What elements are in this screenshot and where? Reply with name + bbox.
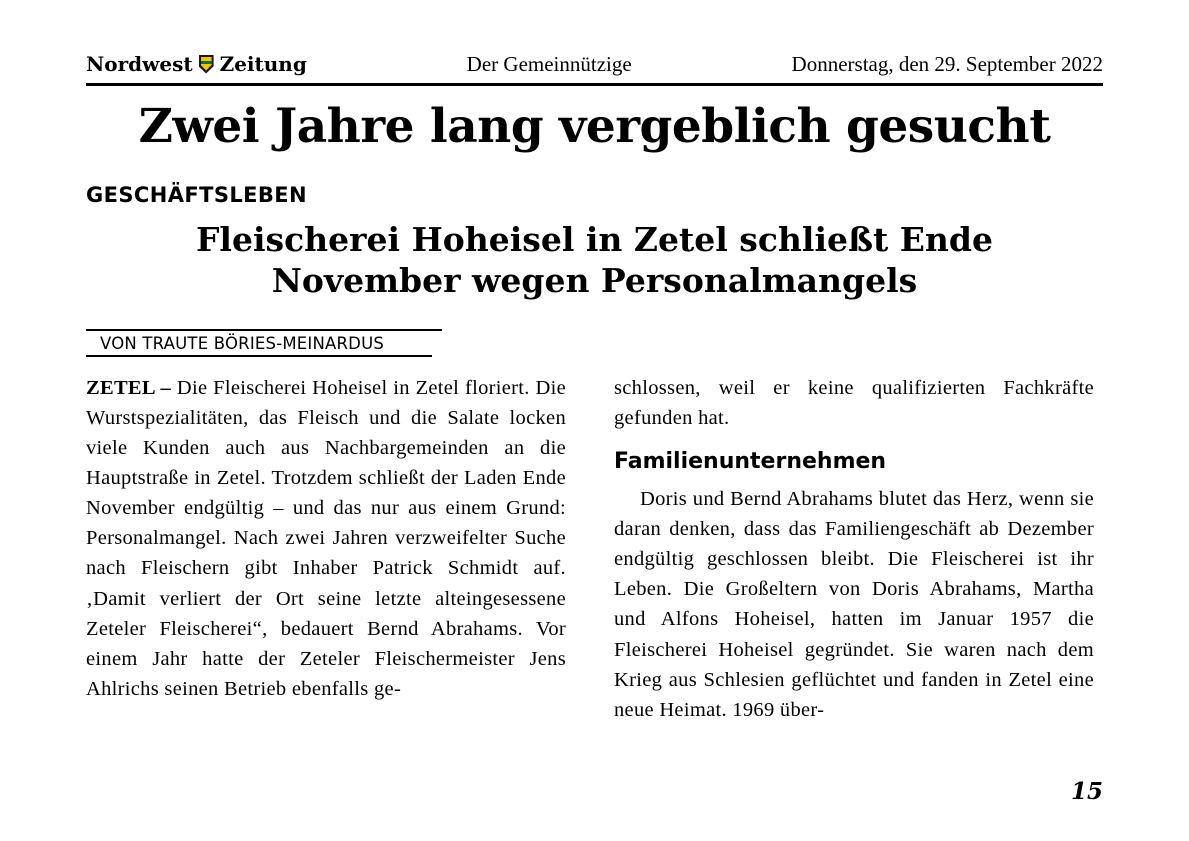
page-number: 15: [1070, 778, 1103, 805]
article-body: [86, 373, 1103, 725]
masthead-rule: [86, 83, 1103, 86]
byline: VON TRAUTE BÖRIES-MEINARDUS: [100, 333, 385, 353]
byline-block: [86, 329, 442, 357]
crosshead: Familienunternehmen: [614, 448, 887, 474]
paragraph-lead-text: Die Fleischerei Hoheisel in Zetel floriert. Die Wurstspezialitäten, das Fleisch und die Salate locken viele Kunden auch aus Nachbargemeinden an die Hauptstraße in Zetel. Trotzdem schließt der Laden Ende November endgültig – und das nur aus einem Grund: Personalmangel. Nach zwei Jahren verzweifelter Suche nach Fleischern gibt Inhaber Patrick Schmidt auf. ‚Damit verliert der Ort seine letzte alteingesessene Zeteler Fleischerei“, bedauert Bernd Abrahams. Vor einem Jahr hatte der Zeteler Fleischermeister Jens Ahlrichs seinen Betrieb ebenfalls ge-: [86, 376, 566, 700]
section-label: GESCHÄFTSLEBEN: [86, 182, 307, 207]
article-subheadline: Fleischerei Hoheisel in Zetel schließt Ende November wegen Personalmangels: [196, 219, 993, 301]
column-left: [86, 373, 566, 725]
masthead: [86, 52, 1103, 81]
coat-of-arms-icon: [199, 55, 214, 74]
page-title: Zwei Jahre lang vergeblich gesucht: [138, 99, 1051, 154]
paragraph-lead: [86, 373, 566, 704]
crest-bar: [201, 61, 212, 64]
column-right: [614, 373, 1094, 725]
paper-name-second: Zeitung: [219, 52, 307, 76]
paragraph-continuation: schlossen, weil er keine qualifizierten Fachkräfte gefunden hat.: [614, 376, 1094, 429]
paragraph-two: Doris und Bernd Abrahams blutet das Herz, wenn sie daran denken, dass das Familiengeschäft ab Dezember endgültig geschlossen bleibt. Die Fleischerei ist ihr Leben. Die Großeltern von Doris Abrahams, Martha und Alfons Hoheisel, hatten im Januar 1957 die Fleischerei Hoheisel gegründet. Sie waren nach dem Krieg aus Schlesien geflüchtet und fanden in Zetel eine neue Heimat. 1969 über-: [614, 487, 1094, 721]
paper-logo: [86, 52, 307, 76]
byline-rule-bottom: [86, 355, 432, 357]
dateline: ZETEL –: [86, 376, 172, 399]
edition-title: Der Gemeinnützige: [466, 52, 632, 76]
issue-date: Donnerstag, den 29. September 2022: [791, 52, 1103, 76]
paper-name-first: Nordwest: [86, 52, 193, 76]
